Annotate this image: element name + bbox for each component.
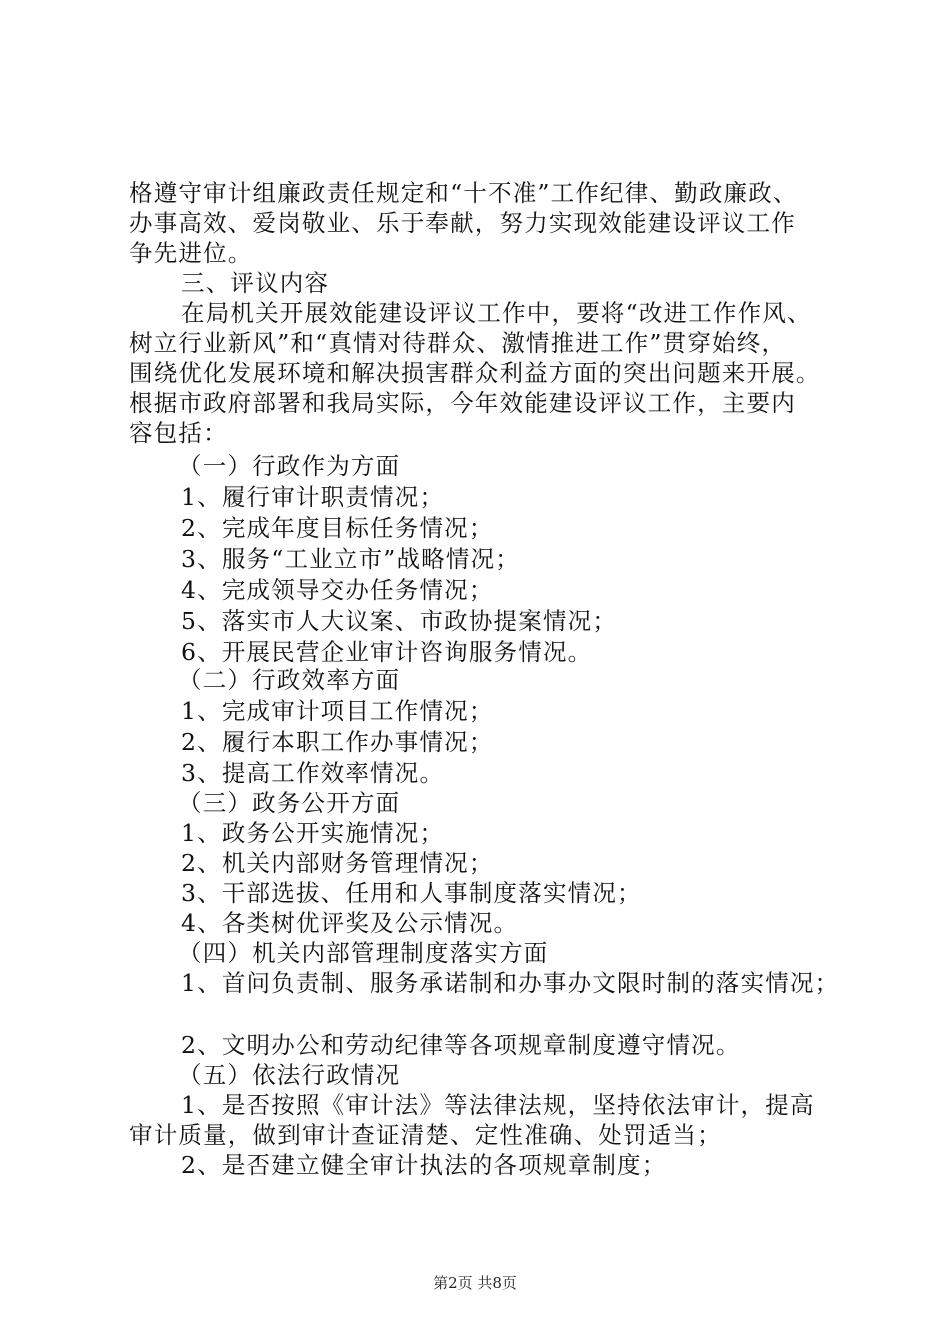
text-line: 容包括： [129,419,228,447]
list-item: 1、政务公开实施情况； [181,819,445,847]
page-number-footer: 第2页 共8页 [433,1274,517,1292]
list-item: 2、完成年度目标任务情况； [181,514,494,542]
list-item: 2、文明办公和劳动纪律等各项规章制度遵守情况。 [181,1031,741,1059]
list-item: 2、是否建立健全审计执法的各项规章制度； [181,1151,667,1179]
text-line: 办事高效、爱岗敬业、乐于奉献，努力实现效能建设评议工作 [129,209,796,237]
list-item: 4、各类树优评奖及公示情况。 [181,909,519,937]
subsection-heading: （一）行政作为方面 [178,452,401,480]
list-item: 1、履行审计职责情况； [181,483,445,511]
list-item: 3、干部选拔、任用和人事制度落实情况； [181,879,642,907]
section-heading: 三、评议内容 [181,269,330,297]
list-item: 2、机关内部财务管理情况； [181,849,494,877]
list-item: 6、开展民营企业审计咨询服务情况。 [181,638,593,666]
text-line: 树立行业新风”和“真情对待群众、激情推进工作”贯穿始终， [129,329,787,357]
list-item: 3、提高工作效率情况。 [181,759,445,787]
list-item: 1、是否按照《审计法》等法律法规，坚持依法审计，提高 [181,1091,815,1119]
text-line: 格遵守审计组廉政责任规定和“十不准”工作纪律、勤政廉政、 [129,179,798,207]
text-line: 审计质量，做到审计查证清楚、定性准确、处罚适当； [129,1121,722,1149]
list-item: 2、履行本职工作办事情况； [181,728,494,756]
subsection-heading: （三）政务公开方面 [178,789,401,817]
list-item: 3、服务“工业立市”战略情况； [181,545,520,573]
list-item: 5、落实市人大议案、市政协提案情况； [181,607,618,635]
subsection-heading: （五）依法行政情况 [178,1061,401,1089]
text-line: 在局机关开展效能建设评议工作中，要将“改进工作作风、 [181,299,812,327]
list-item: 1、首问负责制、服务承诺制和办事办文限时制的落实情况； [181,969,840,997]
list-item: 4、完成领导交办任务情况； [181,576,494,604]
list-item: 1、完成审计项目工作情况； [181,697,494,725]
subsection-heading: （四）机关内部管理制度落实方面 [178,939,549,967]
text-line: 根据市政府部署和我局实际，今年效能建设评议工作，主要内 [129,389,796,417]
text-line: 争先进位。 [129,239,253,267]
subsection-heading: （二）行政效率方面 [178,666,401,694]
text-line: 围绕优化发展环境和解决损害群众利益方面的突出问题来开展。 [129,359,821,387]
